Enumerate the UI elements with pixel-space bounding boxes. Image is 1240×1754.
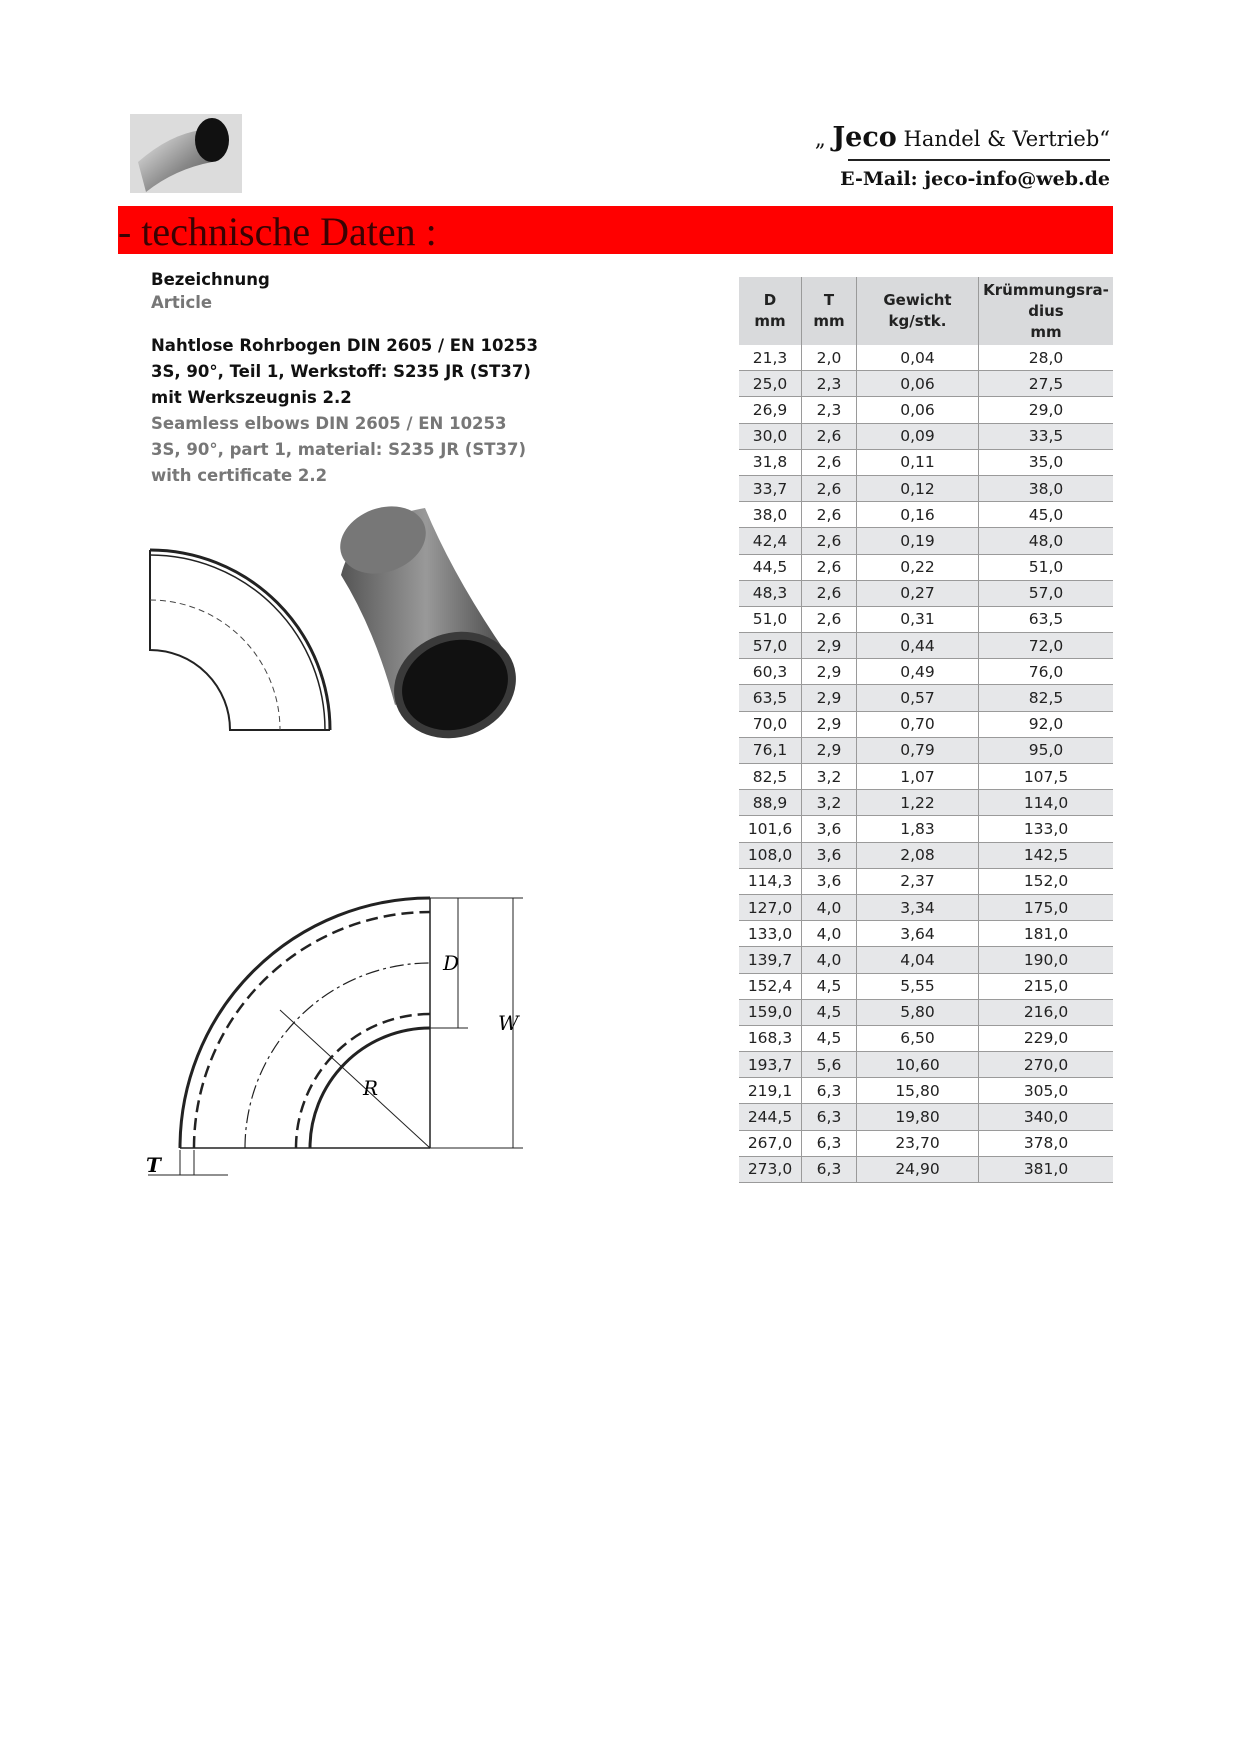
cell-gewicht: 0,27	[857, 580, 979, 606]
table-row	[739, 737, 1113, 763]
table-row	[739, 842, 1113, 868]
table-row	[739, 1025, 1113, 1051]
cell-t: 2,6	[802, 449, 857, 475]
header-radius	[979, 277, 1114, 345]
header-text: Gewicht	[883, 291, 952, 309]
cell-gewicht: 0,70	[857, 711, 979, 737]
table-row	[739, 528, 1113, 554]
cell-d: 101,6	[739, 816, 802, 842]
cell-radius: 33,5	[979, 423, 1114, 449]
cell-radius: 72,0	[979, 633, 1114, 659]
cell-t: 3,6	[802, 842, 857, 868]
cell-d: 88,9	[739, 790, 802, 816]
header-divider	[848, 159, 1110, 161]
table-row	[739, 1156, 1113, 1182]
cell-radius: 51,0	[979, 554, 1114, 580]
cell-radius: 29,0	[979, 397, 1114, 423]
table-row	[739, 1130, 1113, 1156]
cell-t: 2,6	[802, 554, 857, 580]
company-suffix: Handel & Vertrieb“	[903, 127, 1110, 151]
dimensions-table	[739, 277, 1113, 1183]
header-text: T	[823, 291, 835, 309]
cell-gewicht: 3,34	[857, 894, 979, 920]
cell-t: 5,6	[802, 1052, 857, 1078]
table-row	[739, 999, 1113, 1025]
cell-t: 2,6	[802, 502, 857, 528]
cell-gewicht: 5,80	[857, 999, 979, 1025]
table-row	[739, 816, 1113, 842]
cell-radius: 340,0	[979, 1104, 1114, 1130]
table-row	[739, 790, 1113, 816]
cell-t: 6,3	[802, 1130, 857, 1156]
cell-gewicht: 1,22	[857, 790, 979, 816]
cell-d: 152,4	[739, 973, 802, 999]
cell-d: 51,0	[739, 606, 802, 632]
table-row	[739, 921, 1113, 947]
header-text: D	[763, 291, 777, 309]
cell-t: 4,5	[802, 1025, 857, 1051]
table-row	[739, 397, 1113, 423]
header-text: dius	[1028, 301, 1064, 320]
cell-t: 2,9	[802, 711, 857, 737]
cell-d: 42,4	[739, 528, 802, 554]
cell-d: 114,3	[739, 868, 802, 894]
cell-t: 4,0	[802, 921, 857, 947]
cell-gewicht: 0,49	[857, 659, 979, 685]
cell-d: 70,0	[739, 711, 802, 737]
label-de: Bezeichnung	[151, 270, 270, 289]
cell-gewicht: 0,04	[857, 345, 979, 371]
cell-gewicht: 0,09	[857, 423, 979, 449]
cell-d: 159,0	[739, 999, 802, 1025]
cell-t: 6,3	[802, 1156, 857, 1182]
description-de-2: 3S, 90°, Teil 1, Werkstoff: S235 JR (ST37)	[151, 362, 531, 381]
cell-d: 193,7	[739, 1052, 802, 1078]
table-row	[739, 894, 1113, 920]
cell-t: 2,6	[802, 475, 857, 501]
cell-t: 2,0	[802, 345, 857, 371]
cell-gewicht: 2,08	[857, 842, 979, 868]
header-d	[739, 277, 802, 345]
description-en-3: with certificate 2.2	[151, 466, 328, 485]
table-row	[739, 371, 1113, 397]
cell-t: 3,2	[802, 764, 857, 790]
table-row	[739, 633, 1113, 659]
elbow-photo	[335, 500, 525, 750]
company-name	[815, 122, 1110, 153]
cell-d: 21,3	[739, 345, 802, 371]
cell-d: 48,3	[739, 580, 802, 606]
header-unit: kg/stk.	[888, 312, 947, 330]
cell-gewicht: 6,50	[857, 1025, 979, 1051]
cell-gewicht: 4,04	[857, 947, 979, 973]
cell-t: 6,3	[802, 1078, 857, 1104]
table-row	[739, 449, 1113, 475]
table-row	[739, 554, 1113, 580]
description-en-2: 3S, 90°, part 1, material: S235 JR (ST37)	[151, 440, 526, 459]
cell-d: 267,0	[739, 1130, 802, 1156]
header-t	[802, 277, 857, 345]
cell-d: 31,8	[739, 449, 802, 475]
cell-radius: 63,5	[979, 606, 1114, 632]
cell-radius: 35,0	[979, 449, 1114, 475]
company-brand: Jeco	[832, 122, 897, 153]
cell-gewicht: 0,06	[857, 397, 979, 423]
label-d: D	[443, 951, 460, 975]
cell-radius: 45,0	[979, 502, 1114, 528]
cell-radius: 92,0	[979, 711, 1114, 737]
cell-t: 2,3	[802, 371, 857, 397]
cell-gewicht: 1,07	[857, 764, 979, 790]
cell-radius: 107,5	[979, 764, 1114, 790]
elbow-dimension-drawing	[138, 880, 533, 1200]
label-w: W	[498, 1011, 519, 1035]
table-row	[739, 711, 1113, 737]
cell-d: 60,3	[739, 659, 802, 685]
cell-t: 3,6	[802, 868, 857, 894]
cell-d: 25,0	[739, 371, 802, 397]
cell-radius: 216,0	[979, 999, 1114, 1025]
cell-radius: 38,0	[979, 475, 1114, 501]
cell-radius: 190,0	[979, 947, 1114, 973]
table-header-row	[739, 277, 1113, 345]
cell-d: 33,7	[739, 475, 802, 501]
label-t: T	[146, 1153, 161, 1177]
label-r: R	[363, 1076, 379, 1100]
cell-gewicht: 0,31	[857, 606, 979, 632]
cell-gewicht: 0,16	[857, 502, 979, 528]
product-thumbnail	[130, 114, 242, 193]
cell-radius: 305,0	[979, 1078, 1114, 1104]
cell-d: 26,9	[739, 397, 802, 423]
cell-gewicht: 0,11	[857, 449, 979, 475]
cell-t: 2,9	[802, 659, 857, 685]
header-unit: mm	[813, 312, 845, 330]
company-email: E-Mail: jeco-info@web.de	[840, 168, 1110, 190]
cell-radius: 95,0	[979, 737, 1114, 763]
cell-gewicht: 0,44	[857, 633, 979, 659]
cell-d: 273,0	[739, 1156, 802, 1182]
table-row	[739, 1052, 1113, 1078]
table-row	[739, 1104, 1113, 1130]
cell-d: 76,1	[739, 737, 802, 763]
cell-d: 44,5	[739, 554, 802, 580]
cell-t: 3,6	[802, 816, 857, 842]
cell-radius: 215,0	[979, 973, 1114, 999]
cell-radius: 76,0	[979, 659, 1114, 685]
cell-t: 2,3	[802, 397, 857, 423]
cell-d: 108,0	[739, 842, 802, 868]
table-row	[739, 606, 1113, 632]
cell-d: 82,5	[739, 764, 802, 790]
cell-radius: 378,0	[979, 1130, 1114, 1156]
cell-radius: 48,0	[979, 528, 1114, 554]
cell-gewicht: 19,80	[857, 1104, 979, 1130]
cell-radius: 229,0	[979, 1025, 1114, 1051]
table-row	[739, 973, 1113, 999]
cell-d: 38,0	[739, 502, 802, 528]
cell-radius: 152,0	[979, 868, 1114, 894]
table-row	[739, 580, 1113, 606]
header-text: Krümmungsra-	[983, 280, 1109, 299]
cell-gewicht: 0,22	[857, 554, 979, 580]
cell-gewicht: 5,55	[857, 973, 979, 999]
table-row	[739, 475, 1113, 501]
table-row	[739, 868, 1113, 894]
cell-t: 2,6	[802, 423, 857, 449]
table-row	[739, 947, 1113, 973]
cell-d: 127,0	[739, 894, 802, 920]
cell-d: 63,5	[739, 685, 802, 711]
quote-mark: „	[814, 127, 826, 151]
cell-t: 3,2	[802, 790, 857, 816]
cell-d: 219,1	[739, 1078, 802, 1104]
cell-radius: 114,0	[979, 790, 1114, 816]
cell-radius: 82,5	[979, 685, 1114, 711]
cell-radius: 181,0	[979, 921, 1114, 947]
cell-t: 6,3	[802, 1104, 857, 1130]
table-row	[739, 423, 1113, 449]
cell-t: 2,6	[802, 580, 857, 606]
header-unit: mm	[1030, 322, 1062, 341]
cell-t: 2,9	[802, 737, 857, 763]
cell-t: 2,9	[802, 685, 857, 711]
cell-gewicht: 0,19	[857, 528, 979, 554]
elbow-outline-drawing	[148, 545, 338, 735]
cell-t: 2,6	[802, 528, 857, 554]
cell-radius: 381,0	[979, 1156, 1114, 1182]
cell-gewicht: 23,70	[857, 1130, 979, 1156]
section-banner	[118, 206, 1113, 254]
cell-gewicht: 15,80	[857, 1078, 979, 1104]
cell-radius: 57,0	[979, 580, 1114, 606]
cell-radius: 133,0	[979, 816, 1114, 842]
description-de-3: mit Werkszeugnis 2.2	[151, 388, 352, 407]
cell-t: 4,5	[802, 999, 857, 1025]
cell-gewicht: 0,06	[857, 371, 979, 397]
description-de-1: Nahtlose Rohrbogen DIN 2605 / EN 10253	[151, 336, 538, 355]
table-row	[739, 685, 1113, 711]
header-gewicht	[857, 277, 979, 345]
cell-gewicht: 1,83	[857, 816, 979, 842]
cell-d: 244,5	[739, 1104, 802, 1130]
table-row	[739, 764, 1113, 790]
cell-gewicht: 0,57	[857, 685, 979, 711]
label-en: Article	[151, 293, 213, 312]
cell-radius: 270,0	[979, 1052, 1114, 1078]
cell-gewicht: 0,79	[857, 737, 979, 763]
header-unit: mm	[754, 312, 786, 330]
cell-gewicht: 10,60	[857, 1052, 979, 1078]
cell-radius: 28,0	[979, 345, 1114, 371]
table-row	[739, 659, 1113, 685]
cell-radius: 27,5	[979, 371, 1114, 397]
cell-t: 4,0	[802, 947, 857, 973]
cell-d: 168,3	[739, 1025, 802, 1051]
cell-radius: 142,5	[979, 842, 1114, 868]
cell-t: 2,9	[802, 633, 857, 659]
cell-gewicht: 0,12	[857, 475, 979, 501]
cell-d: 30,0	[739, 423, 802, 449]
section-title: - technische Daten :	[118, 209, 437, 254]
cell-d: 57,0	[739, 633, 802, 659]
cell-d: 133,0	[739, 921, 802, 947]
cell-gewicht: 24,90	[857, 1156, 979, 1182]
cell-d: 139,7	[739, 947, 802, 973]
cell-gewicht: 3,64	[857, 921, 979, 947]
cell-t: 4,0	[802, 894, 857, 920]
cell-gewicht: 2,37	[857, 868, 979, 894]
table-row	[739, 1078, 1113, 1104]
description-en-1: Seamless elbows DIN 2605 / EN 10253	[151, 414, 507, 433]
cell-radius: 175,0	[979, 894, 1114, 920]
cell-t: 2,6	[802, 606, 857, 632]
table-row	[739, 502, 1113, 528]
cell-t: 4,5	[802, 973, 857, 999]
table-row	[739, 345, 1113, 371]
